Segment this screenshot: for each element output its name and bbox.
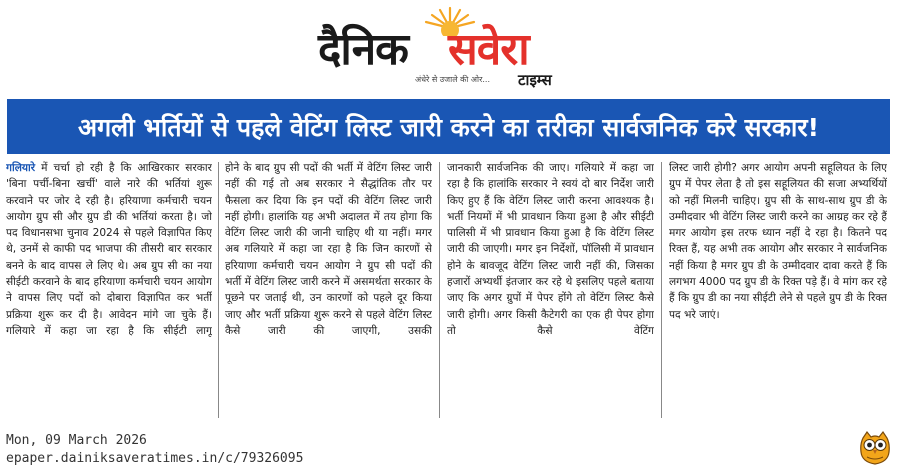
column-divider xyxy=(661,162,662,418)
article-column-2-text: होने के बाद ग्रुप सी पदों की भर्ती में वेटिंग लिस्ट जारी नहीं की गई तो अब सरकार ने सैद्धांतिक तौर पर फैसला कर दिया कि इन पदों की वेटिंग लिस्ट जारी नहीं होगी। हालांकि यह अभी अदालत में तय होगा कि वेटिंग लिस्ट जारी की जानी चाहिए थी या नहीं। मगर अब गलियारे में कहा जा रहा है कि जिन कारणों से हरियाणा कर्मचारी चयन आयोग ने ग्रुप सी पदों की भर्ती में वेटिंग लिस्ट जारी करने में असमर्थता सरकार के पूछने पर जताई थी, उन कारणों को पहले दूर किया जाए और भर्ती प्रक्रिया शुरू करने से पहले वेटिंग लिस्ट कैसे जारी की जाएगी, उसकी xyxy=(225,162,432,337)
article-kicker: गलियारे xyxy=(6,162,36,174)
headline-text: अगली भर्तियों से पहले वेटिंग लिस्ट जारी करने का तरीका सार्वजनिक करे सरकार! xyxy=(78,112,819,142)
article-body xyxy=(6,160,890,422)
article-column-3 xyxy=(447,160,654,422)
footer xyxy=(6,432,303,468)
masthead xyxy=(0,0,897,92)
logo-title-savera: सवेरा xyxy=(448,24,529,75)
article-column-2 xyxy=(225,160,432,422)
article-column-1-text: में चर्चा हो रही है कि आखिरकार सरकार 'बिना पर्ची-बिना खर्ची' वाले नारे की भर्तियां शुरू करवाने पर जोर दे रही है। हरियाणा कर्मचारी चयन आयोग ग्रुप सी और ग्रुप डी की भर्तियां करता है। जो पद विधानसभा चुनाव 2024 से पहले विज्ञापित किए थे, उनमें से काफी पद भाजपा की तीसरी बार सरकार बनने के बाद वापस ले लिए थे। अब ग्रुप सी का नया सीईटी करवाने के बाद हरियाणा कर्मचारी चयन आयोग ने वापस लिए पदों को दोबारा विज्ञापित कर भर्ती प्रक्रिया शुरू कर दी है। आवेदन मांगे जा चुके हैं। गलियारे में कहा जा रहा है कि सीईटी लागू xyxy=(6,162,212,337)
headline-banner xyxy=(7,99,890,154)
article-column-3-text: जानकारी सार्वजनिक की जाए। गलियारे में कहा जा रहा है कि हालांकि सरकार ने स्वयं दो बार निर्देश जारी किए हुए हैं कि वेटिंग लिस्ट जारी करना आवश्यक है। भर्ती नियमों में भी प्रावधान किया हुआ है और सीईटी पालिसी में भी प्रावधान किया हुआ है कि वेटिंग लिस्ट जारी की जाएगी। मगर इन निर्देशों, पॉलिसी में प्रावधान होने के बावजूद वेटिंग लिस्ट जारी नहीं की, जिसका हजारों अभ्यर्थी इंतजार कर रहे थे इसलिए पहले बताया जाए कि अगर ग्रुपों में पेपर होंगे तो वेटिंग लिस्ट कैसे जारी होगी। अगर किसी कैटेगरी का एक ही पेपर होगा तो कैसे वेटिंग xyxy=(447,162,654,337)
logo-title-dainik: दैनिक xyxy=(318,24,408,75)
newspaper-logo[interactable] xyxy=(318,6,588,90)
article-column-4-text: लिस्ट जारी होगी? अगर आयोग अपनी सहूलियत के लिए ग्रुप में पेपर लेता है तो इस सहूलियत की सजा अभ्यर्थियों को नहीं मिलनी चाहिए। ग्रुप सी के साथ-साथ ग्रुप डी के उम्मीदवार भी वेटिंग लिस्ट जारी करने का आग्रह कर रहे हैं मगर आयोग इस तरफ ध्यान नहीं दे रहा है। कितने पद रिक्त हैं, यह अभी तक आयोग और सरकार ने सार्वजनिक नहीं किया है मगर ग्रुप डी के उम्मीदवार दावा करते हैं कि लगभग 4000 पद ग्रुप डी के रिक्त पड़े हैं। वे मांग कर रहे हैं कि ग्रुप डी का नया सीईटी लेने से पहले ग्रुप डी के रिक्त पद भरे जाएं। xyxy=(669,162,887,321)
publication-date: Mon, 09 March 2026 xyxy=(6,433,147,448)
column-divider xyxy=(218,162,219,418)
article-column-1 xyxy=(6,160,212,422)
epaper-link[interactable]: epaper.dainiksaveratimes.in/c/79326095 xyxy=(6,451,304,466)
logo-tagline: अंधेरे से उजाले की ओर... xyxy=(415,75,491,84)
column-divider xyxy=(439,162,440,418)
owl-icon[interactable] xyxy=(858,430,892,466)
article-column-4 xyxy=(669,160,887,422)
logo-subtitle-times: टाइम्स xyxy=(518,71,552,89)
